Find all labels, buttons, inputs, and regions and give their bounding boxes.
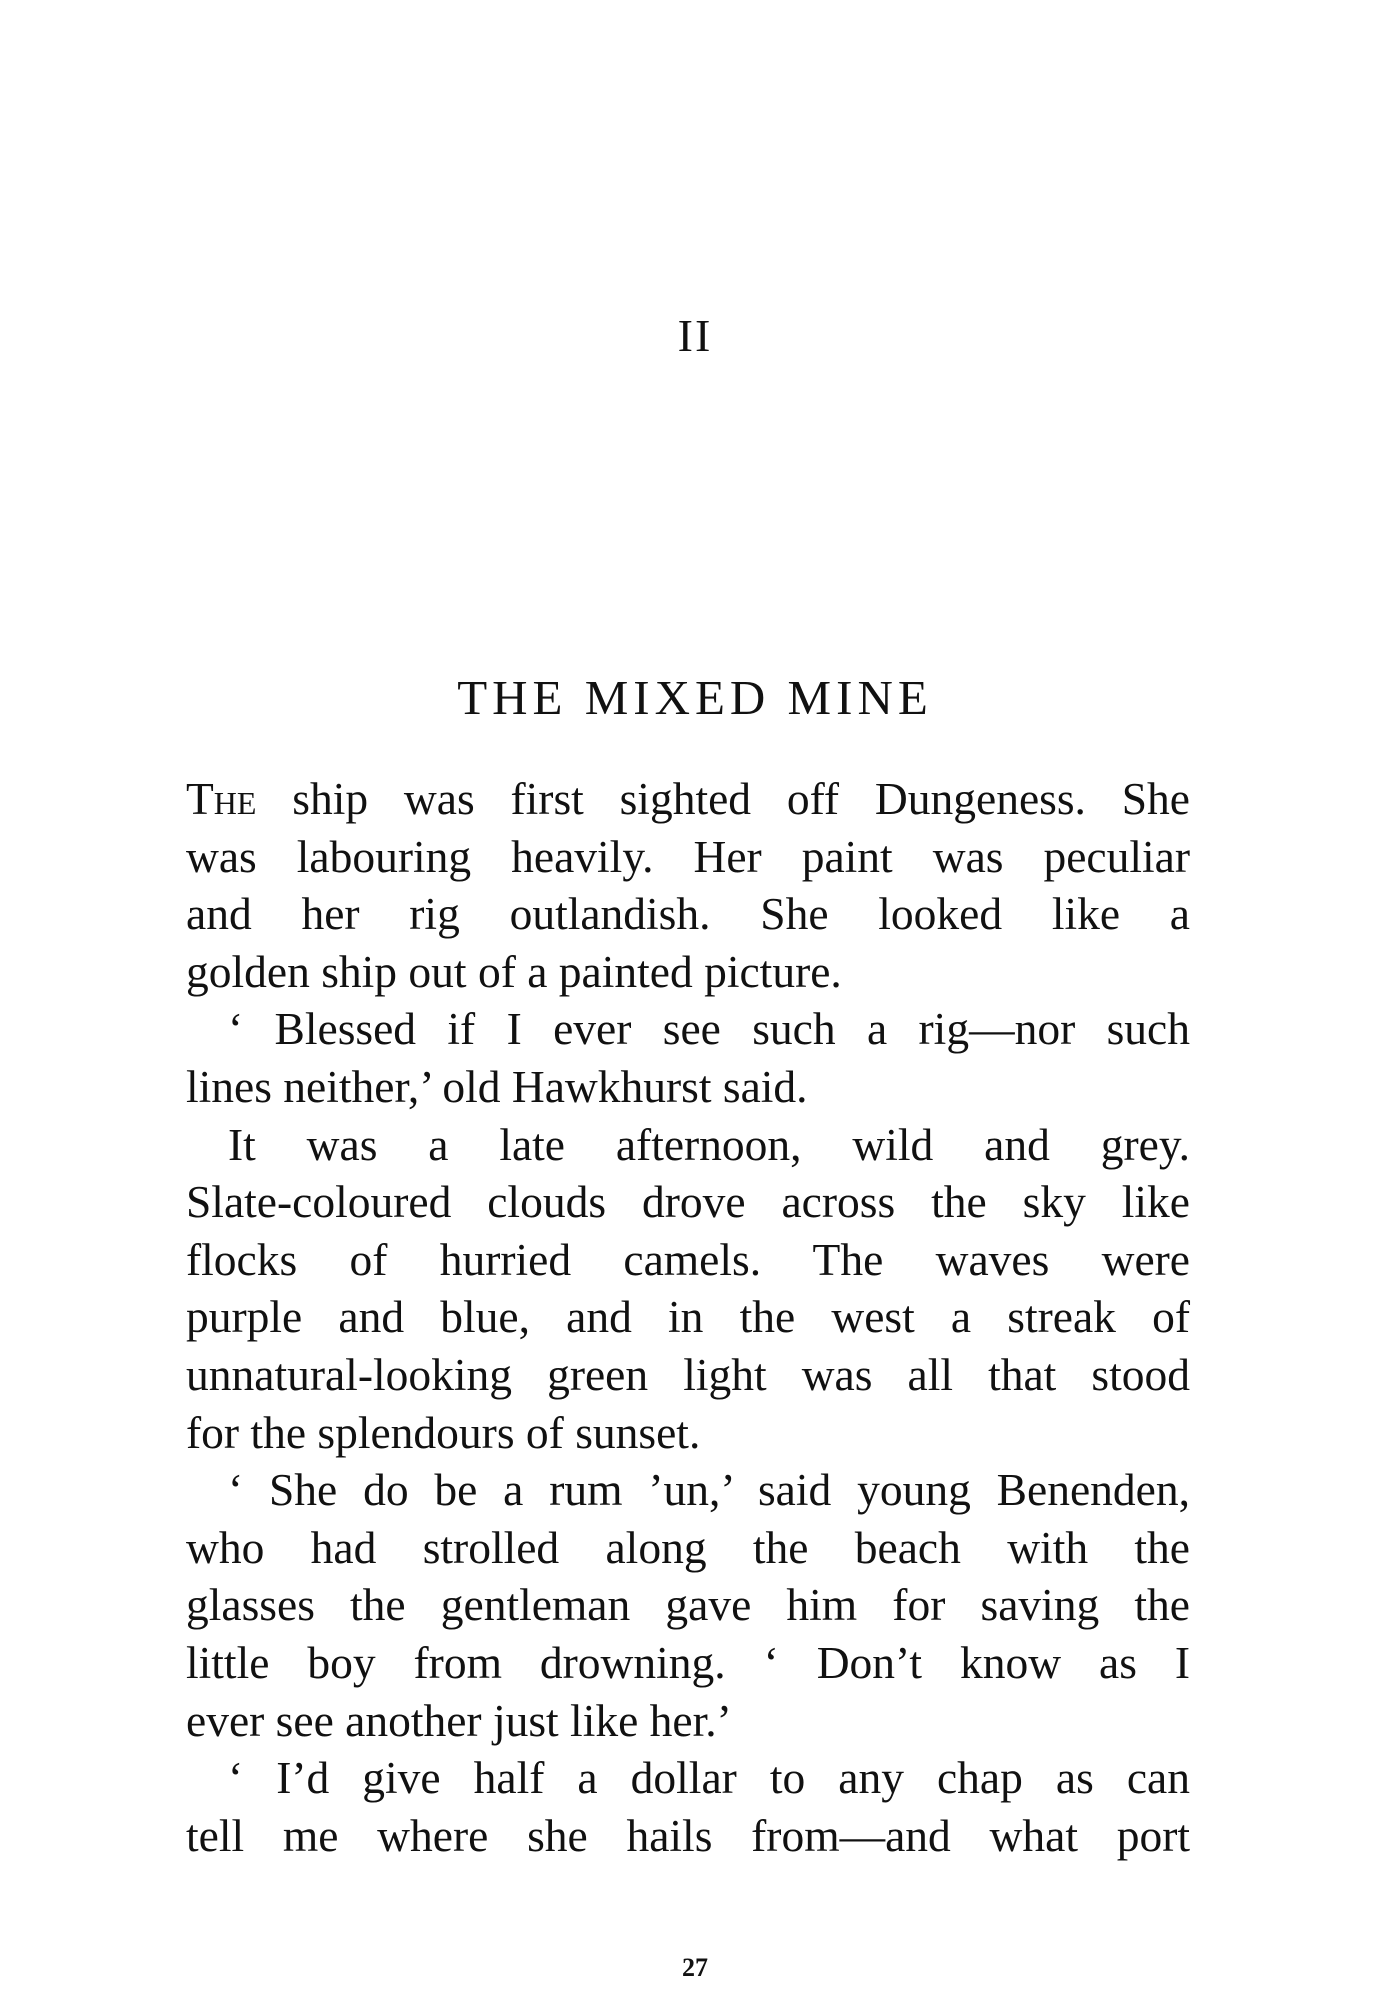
text-line: golden ship out of a painted picture. <box>186 945 842 997</box>
drop-word: The <box>186 773 257 824</box>
body-text <box>186 770 1190 1864</box>
chapter-title: THE MIXED MINE <box>457 670 933 725</box>
text-line: who had strolled along the beach with the <box>186 1521 1190 1573</box>
text-line: and her rig outlandish. She looked like a <box>186 888 1190 940</box>
text-line: ‘ I’d give half a dollar to any chap as can <box>228 1752 1190 1804</box>
text-line: for the splendours of sunset. <box>186 1406 701 1458</box>
text-line <box>186 770 1190 828</box>
page-number: 27 <box>682 1953 708 1982</box>
text-line: tell me where she hails from—and what port <box>186 1809 1190 1861</box>
text-line: purple and blue, and in the west a streak of <box>186 1291 1190 1343</box>
chapter-number: II <box>677 310 713 361</box>
text-line: ‘ She do be a rum ’un,’ said young Benenden, <box>228 1464 1190 1516</box>
text-line: It was a late afternoon, wild and grey. <box>228 1118 1190 1170</box>
text-line: ever see another just like her.’ <box>186 1694 732 1746</box>
text-line: little boy from drowning. ‘ Don’t know as I <box>186 1636 1190 1688</box>
text-line: unnatural-looking green light was all that stood <box>186 1348 1190 1400</box>
text-line: was labouring heavily. Her paint was peculiar <box>186 830 1190 882</box>
text-line: flocks of hurried camels. The waves were <box>186 1233 1190 1285</box>
text-line: ‘ Blessed if I ever see such a rig—nor such <box>228 1003 1190 1055</box>
text-line-content: ship was first sighted off Dungeness. She <box>256 773 1190 824</box>
text-line: Slate-coloured clouds drove across the sky like <box>186 1176 1190 1228</box>
text-line: glasses the gentleman gave him for saving the <box>186 1579 1190 1631</box>
text-line: lines neither,’ old Hawkhurst said. <box>186 1060 808 1112</box>
